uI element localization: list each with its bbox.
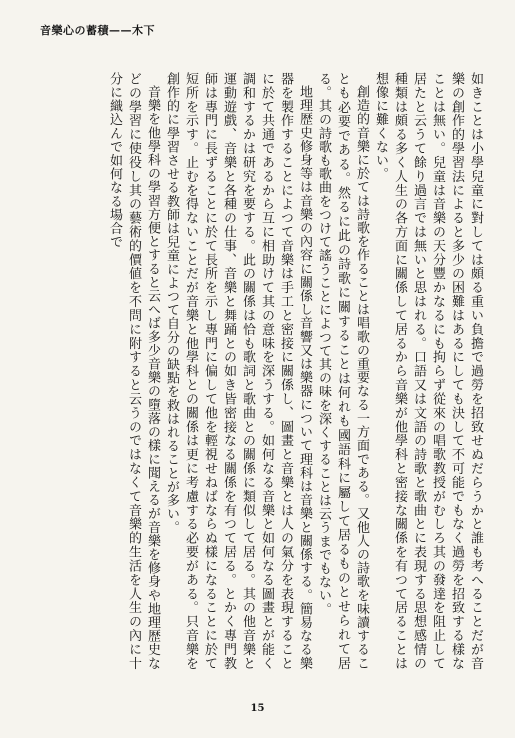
running-header — [0, 8, 515, 40]
main-text — [30, 72, 485, 670]
paragraph-3: 地理歴史修身等は音樂の內容に關係し音響又は樂器について理科は音樂と關係する。簡易なる樂器を製作することによつて音樂は手工と密接に關係し、圖畫と音樂とは人の氣分を表現することに於て共通であるから互に相助けて其の意味を深うする。如何なる音樂と如何なる圖畫とが能く調和するかは研究を要する。此の關係は恰も歌詞と歌曲との關係に類似して居る。其の他音樂と運動遊戲、音樂と各種の仕事、音樂と舞踊との如き皆密接なる關係を有つて居る。とかく專門教師は專門に長ずることに於て長所を示し專門に偏して他を輕視せねばならぬ樣になることに於て短所を示す。止むを得ないことだが音樂と他學科との關係は更に考慮する必要がある。只音樂を創作的に學習させる教師は兒童によつて自分の缺點を救はれることが多い。 — [164, 72, 312, 670]
running-title: 音樂心の蓄積——木下 — [40, 24, 155, 37]
paragraph-2: 創造的音樂に於ては詩歌を作ることは唱歌の重要なる一方面である。又他人の詩歌を味讀することも必要である。然るに此の詩歌に關することは何れも國語科に屬して居るものとせられて居る。其の詩歌も歌曲をつけて謠うことによつて其の味を深くすることは云うまでもない。 — [316, 72, 369, 670]
paragraph-1: 如きことは小學兒童に對しては頗る重い負擔で過勞を招致せぬだらうかと誰も考へることだが音樂の創作的學習法によると多少の困難はあるにしても決して不可能でもなく過勞を招致する樣なことは無い。兒童は音樂の天分豐かなるにも拘らず從來の唱歌教授がむしろ其の發達を阻止して居たと云うて餘り過言では無いと思はれる。口語又は文語の詩歌と歌曲とに表現する思想感情の種類は頗る多く人生の各方面に關係して居るから音樂が他學科と密接な關係を有つて居ることは想像に難くない。 — [373, 72, 483, 670]
page-number: 15 — [250, 703, 265, 714]
paragraph-4: 音樂を他學科の學習方便とすると云へば多少音樂の墮落の樣に聞えるが音樂を修身や地理歴史などの學習に使役し其の藝術的價値を不問に附すると云うのではなくて音樂的生活を人生の內に十分に織込んで如何なる場合で — [107, 72, 160, 670]
